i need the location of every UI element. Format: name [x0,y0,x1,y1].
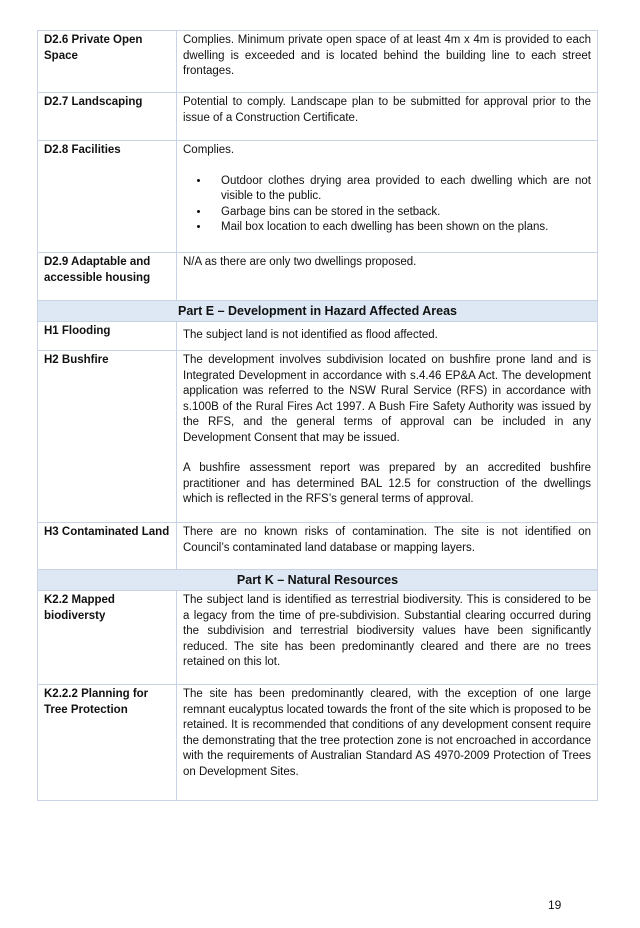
paragraph: The subject land is identified as terrestrial biodiversity. This is considered to be a legacy from the time of pre-subdivision. Substantial clearing occurred during the subdivision and terrestrial biodiversity values have been significantly reduced. The site has been predominantly cleared and there are no trees retained on this lot. [183,594,591,668]
row-label: D2.8 Facilities [38,141,177,253]
paragraph: The site has been predominantly cleared, with the exception of one large remnant eucalyptus located towards the front of the site which is proposed to be retained. It is recommended that conditions of any development consent require the demonstrating that the tree protection zone is not encroached in accordance with the requirements of Australian Standard AS 4970-2009 Protection of Trees on Development Sites. [183,688,591,778]
row-text [177,591,598,685]
row-text [177,93,598,141]
page-number: 19 [548,898,562,912]
table-row [38,351,598,523]
row-text [177,351,598,523]
row-text [177,523,598,570]
paragraph: N/A as there are only two dwellings proposed. [183,256,417,268]
table-row [38,31,598,93]
row-label: K2.2.2 Planning for Tree Protection [38,685,177,801]
row-label: D2.9 Adaptable and accessible housing [38,253,177,301]
row-text [177,322,598,351]
paragraph: Complies. [183,144,235,156]
table-row [38,591,598,685]
paragraph: The development involves subdivision located on bushfire prone land and is Integrated Development in accordance with s.4.46 EP&A Act. The development application was referred to the NSW Rural Service (RFS) in accordance with s.100B of the Rural Fires Act 1997. A Bush Fire Safety Authority was issued by the RFS, and the general terms of approval can be included in any Development Consent that may be issued. [183,354,591,444]
table-row [38,141,598,253]
bullet-list [183,174,591,236]
section-heading: Part K – Natural Resources [38,570,598,591]
row-text [177,685,598,801]
section-header-row [38,301,598,322]
row-label: H3 Contaminated Land [38,523,177,570]
row-text [177,253,598,301]
row-text [177,141,598,253]
paragraph: The subject land is not identified as flood affected. [183,329,438,341]
table-row [38,322,598,351]
list-item: • Garbage bins can be stored in the setback. [210,205,591,221]
table-row [38,253,598,301]
table-row [38,523,598,570]
row-label: H2 Bushfire [38,351,177,523]
row-label: D2.6 Private Open Space [38,31,177,93]
list-item: • Outdoor clothes drying area provided to each dwelling which are not visible to the public. [210,174,591,205]
paragraph: A bushfire assessment report was prepared by an accredited bushfire practitioner and has determined BAL 12.5 for construction of the dwellings which is reflected in the RFS’s general terms of approval. [183,462,591,505]
row-label: K2.2 Mapped biodiversty [38,591,177,685]
row-text [177,31,598,93]
assessment-table [37,30,598,801]
section-heading: Part E – Development in Hazard Affected Areas [38,301,598,322]
table-row [38,685,598,801]
row-label: D2.7 Landscaping [38,93,177,141]
paragraph: Complies. Minimum private open space of at least 4m x 4m is provided to each dwelling is exceeded and is located behind the building line to each street frontages. [183,34,591,77]
table-row [38,93,598,141]
section-header-row [38,570,598,591]
paragraph: Potential to comply. Landscape plan to be submitted for approval prior to the issue of a Construction Certificate. [183,96,591,124]
list-item: • Mail box location to each dwelling has been shown on the plans. [210,220,591,236]
paragraph: There are no known risks of contamination. The site is not identified on Council’s contaminated land database or mapping layers. [183,526,591,554]
row-label: H1 Flooding [38,322,177,351]
